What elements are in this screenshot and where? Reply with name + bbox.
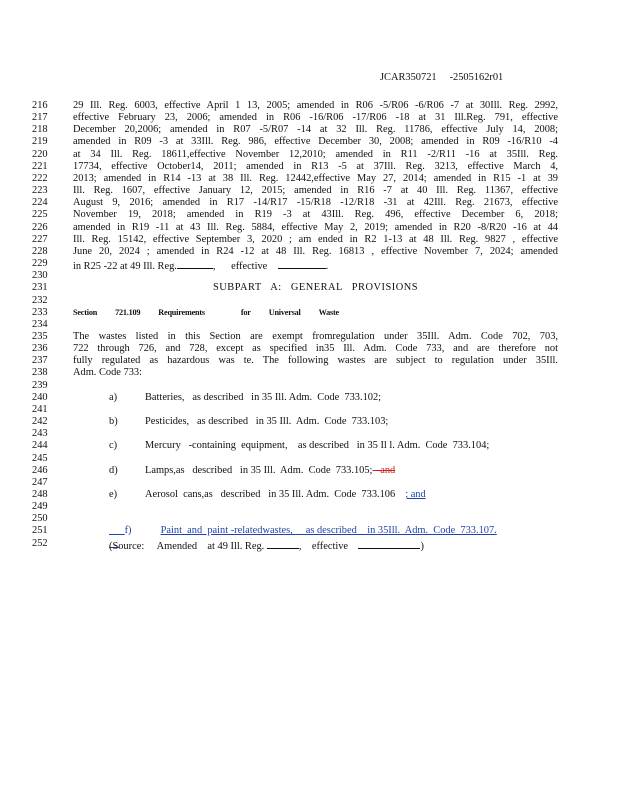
section-intro-paragraph	[32, 331, 558, 367]
history-line	[32, 112, 558, 124]
blank-line: 251	[32, 525, 48, 537]
intro-line	[32, 355, 558, 367]
line-text: at 34 Ill. Reg. 18611,effective November 12,2010; amended in R11 -2/R11 -16 at 35Ill. Reg.	[73, 148, 558, 160]
line-text: 17734, effective October14, 2011; amended in R13 -5 at 37Ill. Reg. 3213, effective March 4,	[73, 160, 558, 172]
waste-list	[32, 392, 558, 514]
item-text: Paint and paint -relatedwastes, as described in 35Ill. Adm. Code 733.107.	[160, 525, 497, 537]
blank-line	[32, 428, 558, 440]
reg-page-blank[interactable]	[267, 538, 299, 549]
item-text: Pesticides, as described in 35 Ill. Adm. Code 733.103;	[145, 416, 389, 428]
line-number: 229	[32, 258, 48, 270]
subpart-title: SUBPART A: GENERAL PROVISIONS	[212, 282, 418, 294]
item-label: d)	[109, 464, 118, 476]
blank-line	[32, 501, 558, 513]
intro-line	[32, 343, 558, 355]
line-number: 227	[32, 233, 48, 245]
blank-line	[32, 404, 558, 416]
line-text	[73, 440, 558, 452]
list-item-c	[32, 440, 558, 452]
history-line	[32, 222, 558, 234]
blank-line: 230	[32, 270, 48, 282]
subpart-heading: 231 SUBPART A: GENERAL PROVISIONS	[32, 282, 558, 294]
history-line	[32, 209, 558, 221]
history-line	[32, 124, 558, 136]
history-line	[32, 185, 558, 197]
line-text	[73, 477, 558, 489]
line-number: 228	[32, 245, 48, 257]
line-number: 219	[32, 136, 48, 148]
line-number: 249	[32, 501, 48, 513]
intro-last-line: 238 Adm. Code 733:	[32, 367, 142, 379]
deleted-text: and	[372, 464, 396, 476]
document-body	[32, 100, 558, 550]
line-text: August 9, 2016; amended in R17 -14/R17 -15/R18 -12/R18 -31 at 42Ill. Reg. 21673, effective	[73, 197, 558, 209]
history-line	[32, 197, 558, 209]
history-line	[32, 161, 558, 173]
line-number: 226	[32, 221, 48, 233]
line-number: 224	[32, 197, 48, 209]
list-item-f: 250 f) Paint and paint -relatedwastes, as described in 35Ill. Adm. Code 733.107.	[32, 513, 497, 537]
item-label: e)	[109, 489, 118, 500]
line-number: 236	[32, 343, 48, 355]
line-number: 247	[32, 476, 48, 488]
list-item-a	[32, 392, 558, 404]
history-note	[32, 100, 558, 258]
line-text	[73, 416, 558, 428]
line-number: 235	[32, 330, 48, 342]
line-number: 220	[32, 148, 48, 160]
history-line	[32, 149, 558, 161]
item-text: Aerosol cans,as described in 35 Ill. Adm. Code 733.106	[145, 489, 396, 500]
line-number: 248	[32, 489, 48, 500]
inserted-text: ; and	[405, 489, 426, 500]
item-text: Lamps,as described in 35 Ill. Adm. Code 733.105;	[145, 464, 373, 476]
line-number: 221	[32, 160, 48, 172]
history-last-line: 229 in R25 -22 at 49 Ill. Reg. , effective .	[32, 258, 329, 273]
list-item-d	[32, 465, 558, 477]
item-label: c)	[109, 440, 118, 452]
line-number: 244	[32, 440, 48, 452]
line-text: 29 Ill. Reg. 6003, effective April 1 13, 2005; amended in R06 -5/R06 -6/R06 -7 at 30Ill. Reg. 2992,	[73, 100, 558, 111]
line-number: 245	[32, 452, 48, 464]
line-text: amended in R09 -3 at 33Ill. Reg. 986, effective December 30, 2008; amended in R09 -16/R10 -4	[73, 136, 558, 148]
line-number: 217	[32, 112, 48, 124]
history-line	[32, 173, 558, 185]
intro-line	[32, 331, 558, 343]
line-number: 218	[32, 124, 48, 136]
item-text: Mercury -containing equipment, as described in 35 Il l. Adm. Code 733.104;	[145, 440, 490, 452]
line-number: 241	[32, 403, 48, 415]
line-number: 222	[32, 172, 48, 184]
source-note: 252 (Source: Amended at 49 Ill. Reg. , effective )	[32, 537, 424, 552]
line-text	[73, 428, 558, 440]
blank-line: 232	[32, 294, 48, 306]
history-line	[32, 136, 558, 148]
line-text	[73, 489, 558, 501]
line-number: 240	[32, 391, 48, 403]
section-title: Section 721.109 Requirements for Universal Waste	[73, 307, 339, 317]
line-text: November 19, 2018; amended in R19 -3 at 43Ill. Reg. 496, effective December 6, 2018;	[73, 209, 558, 221]
line-text: 722 through 726, and 728, except as specified in35 Ill. Adm. Code 733, and are therefore not	[73, 343, 558, 355]
line-number: 216	[32, 100, 48, 111]
line-text	[73, 392, 558, 404]
blank-line	[32, 477, 558, 489]
line-text	[73, 453, 558, 465]
blank-line: 234	[32, 318, 48, 330]
line-text: Ill. Reg. 1607, effective January 12, 2015; amended in R16 -7 at 40 Ill. Reg. 11367, effective	[73, 185, 558, 197]
line-text: effective February 23, 2006; amended in R06 -16/R06 -17/R06 -18 at 31 Ill.Reg. 791, effective	[73, 112, 558, 124]
blank-line	[32, 453, 558, 465]
item-label: f)	[124, 525, 132, 537]
line-text: fully regulated as hazardous was te. The following wastes are subject to regulation under 35Ill.	[73, 355, 558, 367]
line-number: 223	[32, 185, 48, 197]
blank-line: 239	[32, 379, 48, 391]
list-item-b	[32, 416, 558, 428]
history-line	[32, 246, 558, 258]
line-text	[73, 465, 558, 477]
line-text	[73, 501, 558, 513]
line-text: 2013; amended in R14 -13 at 38 Ill. Reg. 12442,effective May 27, 2014; amended in R15 -1 at 39	[73, 172, 558, 184]
document-header-code: JCAR350721 -2505162r01	[380, 72, 504, 83]
line-number: 242	[32, 416, 48, 428]
item-label: b)	[109, 416, 118, 428]
history-line	[32, 234, 558, 246]
line-text: The wastes listed in this Section are exempt fromregulation under 35Ill. Adm. Code 702, 703,	[73, 330, 558, 342]
line-number: 225	[32, 209, 48, 221]
effective-date-blank[interactable]	[278, 258, 326, 269]
list-item-e	[32, 489, 558, 501]
item-text: Batteries, as described in 35 Ill. Adm. Code 733.102;	[145, 391, 382, 403]
reg-page-blank[interactable]	[177, 258, 213, 269]
line-number: 237	[32, 355, 48, 367]
item-label: a)	[109, 391, 118, 403]
line-text: amended in R19 -11 at 43 Ill. Reg. 5884, effective May 2, 2019; amended in R20 -8/R20 -16 at 44	[73, 221, 558, 233]
line-text	[73, 404, 558, 416]
history-line	[32, 100, 558, 112]
line-text: December 20,2006; amended in R07 -5/R07 -14 at 32 Ill. Reg. 11786, effective July 14, 2008;	[73, 124, 558, 136]
effective-date-blank[interactable]	[358, 538, 420, 549]
line-text: June 20, 2024 ; amended in R24 -12 at 48 Ill. Reg. 16813 , effective November 7, 2024; amended	[73, 245, 558, 257]
section-heading: 233 Section 721.109 Requirements for Universal Waste	[32, 307, 558, 319]
line-number: 243	[32, 428, 48, 440]
line-number: 246	[32, 464, 48, 476]
line-text: Ill. Reg. 15142, effective September 3, 2020 ; am ended in R2 1-13 at 48 Ill. Reg. 9827 , effective	[73, 233, 558, 245]
